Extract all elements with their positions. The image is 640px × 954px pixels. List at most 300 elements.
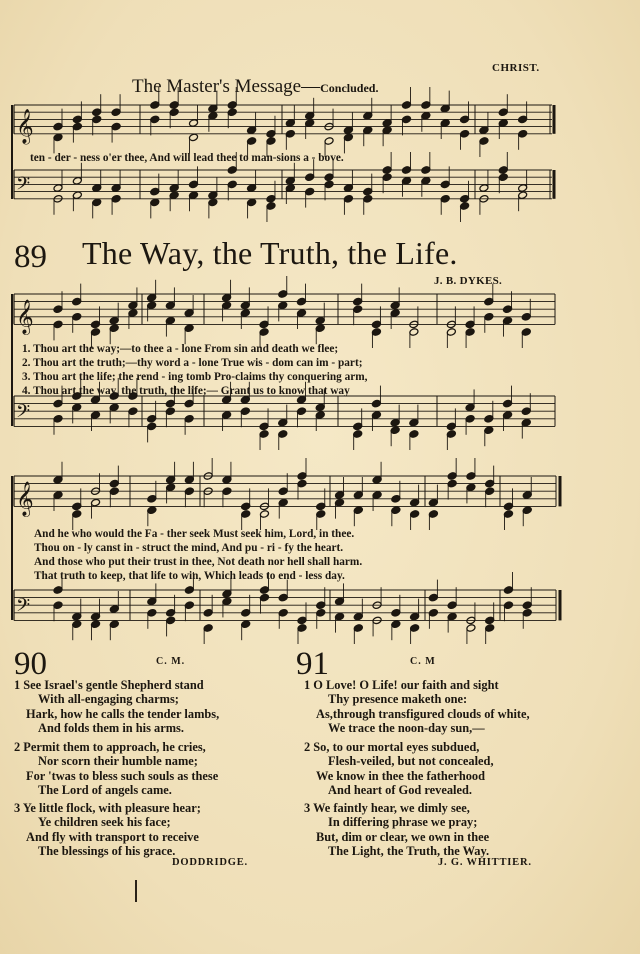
notehead [72,297,82,306]
notehead [128,301,138,310]
notehead [447,612,457,621]
notehead [166,609,176,618]
notehead [440,104,450,113]
notehead [498,166,508,175]
notehead [259,586,269,595]
notehead [109,324,119,333]
notehead [363,126,373,135]
notehead [109,403,119,412]
notehead [247,126,257,135]
notehead [465,415,475,424]
notehead [297,472,307,481]
hymn-91-stanza-2: 2 So, to our mortal eyes subdued, Flesh-veiled, but not concealed, We know in thee the fatherhood And heart of God revealed. [304,740,494,797]
notehead [208,198,218,207]
notehead [363,112,373,121]
notehead [390,426,400,435]
notehead [150,187,160,196]
notehead [208,104,218,113]
notehead [72,122,82,131]
notehead [343,133,353,142]
notehead [92,115,102,124]
hymn-90-stanza-1: 1 See Israel's gentle Shepherd stand With all-engaging charms; Hark, how he calls the tender lambs, And folds them in his arms. [14,678,220,735]
notehead [285,130,295,139]
notehead [371,320,381,329]
notehead [91,498,101,507]
notehead [390,301,400,310]
notehead [518,130,528,139]
notehead [315,324,325,333]
notehead [409,328,419,337]
notehead [109,605,119,614]
notehead [371,399,381,408]
notehead [53,133,63,142]
notehead [227,101,237,110]
notehead [484,297,494,306]
hymn-91-stanza-3: 3 We faintly hear, we dimly see, In differing phrase we pray; But, dim or clear, we own in thee The Light, the Truth, the Way. [304,801,490,858]
notehead [372,476,382,485]
notehead [353,506,363,515]
notehead [297,616,307,625]
notehead [421,177,431,186]
notehead [391,620,401,629]
notehead [521,418,531,427]
notehead [285,119,295,128]
notehead [128,309,138,318]
notehead [324,180,334,189]
notehead [440,195,450,204]
notehead [109,487,119,496]
notehead [409,430,419,439]
notehead [169,184,179,193]
notehead [90,411,100,420]
notehead [485,616,495,625]
meter-91: C. M [410,656,436,667]
notehead [305,173,315,182]
notehead [315,411,325,420]
notehead [147,422,157,431]
notehead [109,316,119,325]
notehead [222,294,232,303]
notehead [382,166,392,175]
notehead [240,301,250,310]
composer-credit: J. B. DYKES. [434,275,503,287]
notehead [503,305,513,314]
notehead [382,119,392,128]
notehead [184,601,194,610]
notehead [518,191,528,200]
notehead [382,173,392,182]
notehead [247,137,257,146]
notehead [305,187,315,196]
notehead [391,506,401,515]
notehead [316,601,326,610]
notehead [266,202,276,211]
notehead [428,609,438,618]
notehead [227,108,237,117]
notehead [184,586,194,595]
notehead [189,180,199,189]
meter-90: C. M. [156,656,186,667]
notehead [410,624,420,633]
notehead [522,491,532,500]
notehead [363,187,373,196]
notehead [278,290,288,299]
notehead [485,624,495,633]
notehead [498,119,508,128]
notehead [147,597,157,606]
notehead [363,195,373,204]
lyric-verse-1-part-1: 1. Thou art the way;—to thee a - lone From sin and death we flee; [22,343,339,355]
notehead [166,616,176,625]
notehead [305,112,315,121]
notehead [335,612,345,621]
notehead [259,510,269,519]
notehead [522,601,532,610]
notehead [259,328,269,337]
notehead [353,305,363,314]
notehead [503,510,513,519]
notehead [484,415,494,424]
notehead [316,502,326,511]
notehead [72,191,82,200]
notehead [428,510,438,519]
notehead [259,320,269,329]
bass-clef: 𝄢 [16,401,31,427]
notehead [72,612,82,621]
lyric-verse-3-part-2: And those who put their trust in thee, Not death nor hell shall harm. [34,556,363,568]
notehead [72,115,82,124]
notehead [222,590,232,599]
notehead [72,620,82,629]
notehead [184,309,194,318]
notehead [259,593,269,602]
notehead [503,411,513,420]
notehead [305,119,315,128]
notehead [169,191,179,200]
notehead [446,422,456,431]
notehead [278,593,288,602]
notehead [285,177,295,186]
notehead [266,195,276,204]
notehead [189,191,199,200]
notehead [460,115,470,124]
notehead [466,472,476,481]
notehead [460,195,470,204]
notehead [460,130,470,139]
lyric-verse-1-part-2: And he who would the Fa - ther seek Must seek him, Lord, in thee. [34,528,355,540]
notehead [278,487,288,496]
lyric-verse-2-part-1: 2. Thou art the truth;—thy word a - lone True wis - dom can im - part; [22,357,363,369]
notehead [278,430,288,439]
notehead [189,119,199,128]
continued-lyric-line: ten - der - ness o'er thee, And will lead thee to man-sions a - bove. [30,152,344,164]
notehead [166,476,176,485]
notehead [335,597,345,606]
notehead [343,195,353,204]
notehead [184,415,194,424]
notehead [72,403,82,412]
notehead [316,609,326,618]
notehead [208,112,218,121]
notehead [91,612,101,621]
notehead [297,297,307,306]
notehead [128,407,138,416]
notehead [353,491,363,500]
notehead [479,184,489,193]
notehead [165,316,175,325]
notehead [421,166,431,175]
notehead [391,495,401,504]
notehead [165,301,175,310]
notehead [382,126,392,135]
notehead [466,483,476,492]
notehead [184,476,194,485]
notehead [53,586,63,595]
notehead [343,184,353,193]
notehead [109,620,119,629]
notehead [278,418,288,427]
notehead [203,624,213,633]
notehead [241,609,251,618]
notehead [150,198,160,207]
notehead [521,407,531,416]
notehead [72,313,82,322]
author-90: DODDRIDGE. [172,857,248,868]
lyric-verse-4-part-2: That truth to keep, that life to win, Which leads to end - less day. [34,570,345,582]
notehead [410,612,420,621]
notehead [498,108,508,117]
notehead [222,476,232,485]
notehead [241,620,251,629]
notehead [92,108,102,117]
bass-clef: 𝄢 [16,595,31,621]
notehead [169,101,179,110]
notehead [147,609,157,618]
notehead [240,407,250,416]
notehead [227,166,237,175]
notehead [335,491,345,500]
notehead [484,426,494,435]
author-91: J. G. WHITTIER. [438,857,532,868]
notehead [503,586,513,595]
notehead [247,198,257,207]
notehead [353,422,363,431]
notehead [241,502,251,511]
notehead [447,479,457,488]
notehead [446,328,456,337]
notehead [184,399,194,408]
notehead [247,184,257,193]
notehead [518,184,528,193]
notehead [315,316,325,325]
notehead [343,126,353,135]
notehead [521,313,531,322]
hymn-number-90: 90 [14,646,47,682]
notehead [169,108,179,117]
hymn-title-89: The Way, the Truth, the Life. [82,235,458,271]
notehead [465,403,475,412]
notehead [402,177,412,186]
notehead [208,191,218,200]
notehead [503,502,513,511]
notehead [259,430,269,439]
notehead [147,415,157,424]
notehead [460,202,470,211]
bass-clef: 𝄢 [16,173,31,199]
notehead [371,411,381,420]
notehead [440,180,450,189]
notehead [484,313,494,322]
notehead [53,491,63,500]
hymn-number-89: 89 [14,239,47,275]
notehead [421,101,431,110]
notehead [227,180,237,189]
notehead [503,601,513,610]
notehead [278,498,288,507]
notehead [440,119,450,128]
notehead [53,399,63,408]
hymn-90-stanza-3: 3 Ye little flock, with pleasure hear; Ye children seek his face; And fly with transport to receive The blessings of his grace. [14,801,201,858]
notehead [466,624,476,633]
notehead [147,506,157,515]
notehead [410,498,420,507]
notehead [111,108,121,117]
notehead [165,407,175,416]
notehead [498,173,508,182]
notehead [428,593,438,602]
notehead [324,137,334,146]
continued-hymn-title: The Master's Message—Concluded. [132,76,379,97]
lyric-verse-4-part-1: 4. Thou art the way, the truth, the life;— Grant us to know that way [22,385,350,397]
notehead [109,479,119,488]
notehead [409,418,419,427]
notehead [518,115,528,124]
notehead [53,122,63,131]
notehead [90,328,100,337]
notehead [503,399,513,408]
notehead [53,184,63,193]
notehead [189,133,199,142]
notehead [72,502,82,511]
notehead [391,609,401,618]
notehead [147,294,157,303]
notehead [184,324,194,333]
notehead [53,320,63,329]
notehead [465,320,475,329]
notehead [222,487,232,496]
notehead [165,399,175,408]
page-mark [135,880,137,902]
treble-clef: 𝄞 [16,299,34,335]
notehead [91,620,101,629]
notehead [111,195,121,204]
notehead [111,122,121,131]
notehead [147,495,157,504]
notehead [390,309,400,318]
notehead [240,309,250,318]
notehead [428,498,438,507]
notehead [522,506,532,515]
hymn-90-stanza-2: 2 Permit them to approach, he cries, Nor scorn their humble name; For 'twas to bless such souls as these The Lord of angels came. [14,740,219,797]
notehead [53,601,63,610]
notehead [53,415,63,424]
notehead [297,407,307,416]
notehead [402,166,412,175]
notehead [278,301,288,310]
notehead [92,184,102,193]
notehead [150,115,160,124]
notehead [147,301,157,310]
notehead [315,403,325,412]
notehead [447,601,457,610]
notehead [241,510,251,519]
notehead [72,510,82,519]
notehead [335,498,345,507]
notehead [278,609,288,618]
notehead [111,184,121,193]
notehead [297,309,307,318]
notehead [259,422,269,431]
notehead [324,173,334,182]
notehead [353,297,363,306]
notehead [297,479,307,488]
notehead [521,328,531,337]
notehead [184,487,194,496]
notehead [479,137,489,146]
notehead [222,597,232,606]
notehead [465,328,475,337]
hymn-91-stanza-1: 1 O Love! O Life! our faith and sight Thy presence maketh one: As,through transfigured clouds of white, We trace the noon-day sun,— [304,678,530,735]
notehead [447,472,457,481]
notehead [53,305,63,314]
treble-clef: 𝄞 [16,108,34,144]
notehead [203,609,213,618]
notehead [372,491,382,500]
notehead [297,624,307,633]
notehead [316,510,326,519]
treble-clef: 𝄞 [16,481,34,517]
notehead [353,430,363,439]
notehead [402,115,412,124]
notehead [266,137,276,146]
notehead [485,479,495,488]
notehead [166,483,176,492]
notehead [72,177,82,186]
notehead [222,411,232,420]
notehead [353,612,363,621]
notehead [92,198,102,207]
notehead [479,126,489,135]
notehead [421,112,431,121]
notehead [390,418,400,427]
notehead [485,487,495,496]
notehead [150,101,160,110]
notehead [371,328,381,337]
notehead [90,320,100,329]
notehead [353,624,363,633]
notehead [410,510,420,519]
notehead [402,101,412,110]
lyric-verse-2-part-2: Thou on - ly canst in - struct the mind, And pu - ri - fy the heart. [34,542,344,554]
notehead [285,184,295,193]
notehead [266,130,276,139]
notehead [503,316,513,325]
notehead [53,476,63,485]
section-heading: CHRIST. [492,62,540,74]
lyric-verse-3-part-1: 3. Thou art the life; the rend - ing tomb Pro-claims thy conquering arm, [22,371,368,383]
hymn-number-91: 91 [296,646,329,682]
notehead [222,301,232,310]
